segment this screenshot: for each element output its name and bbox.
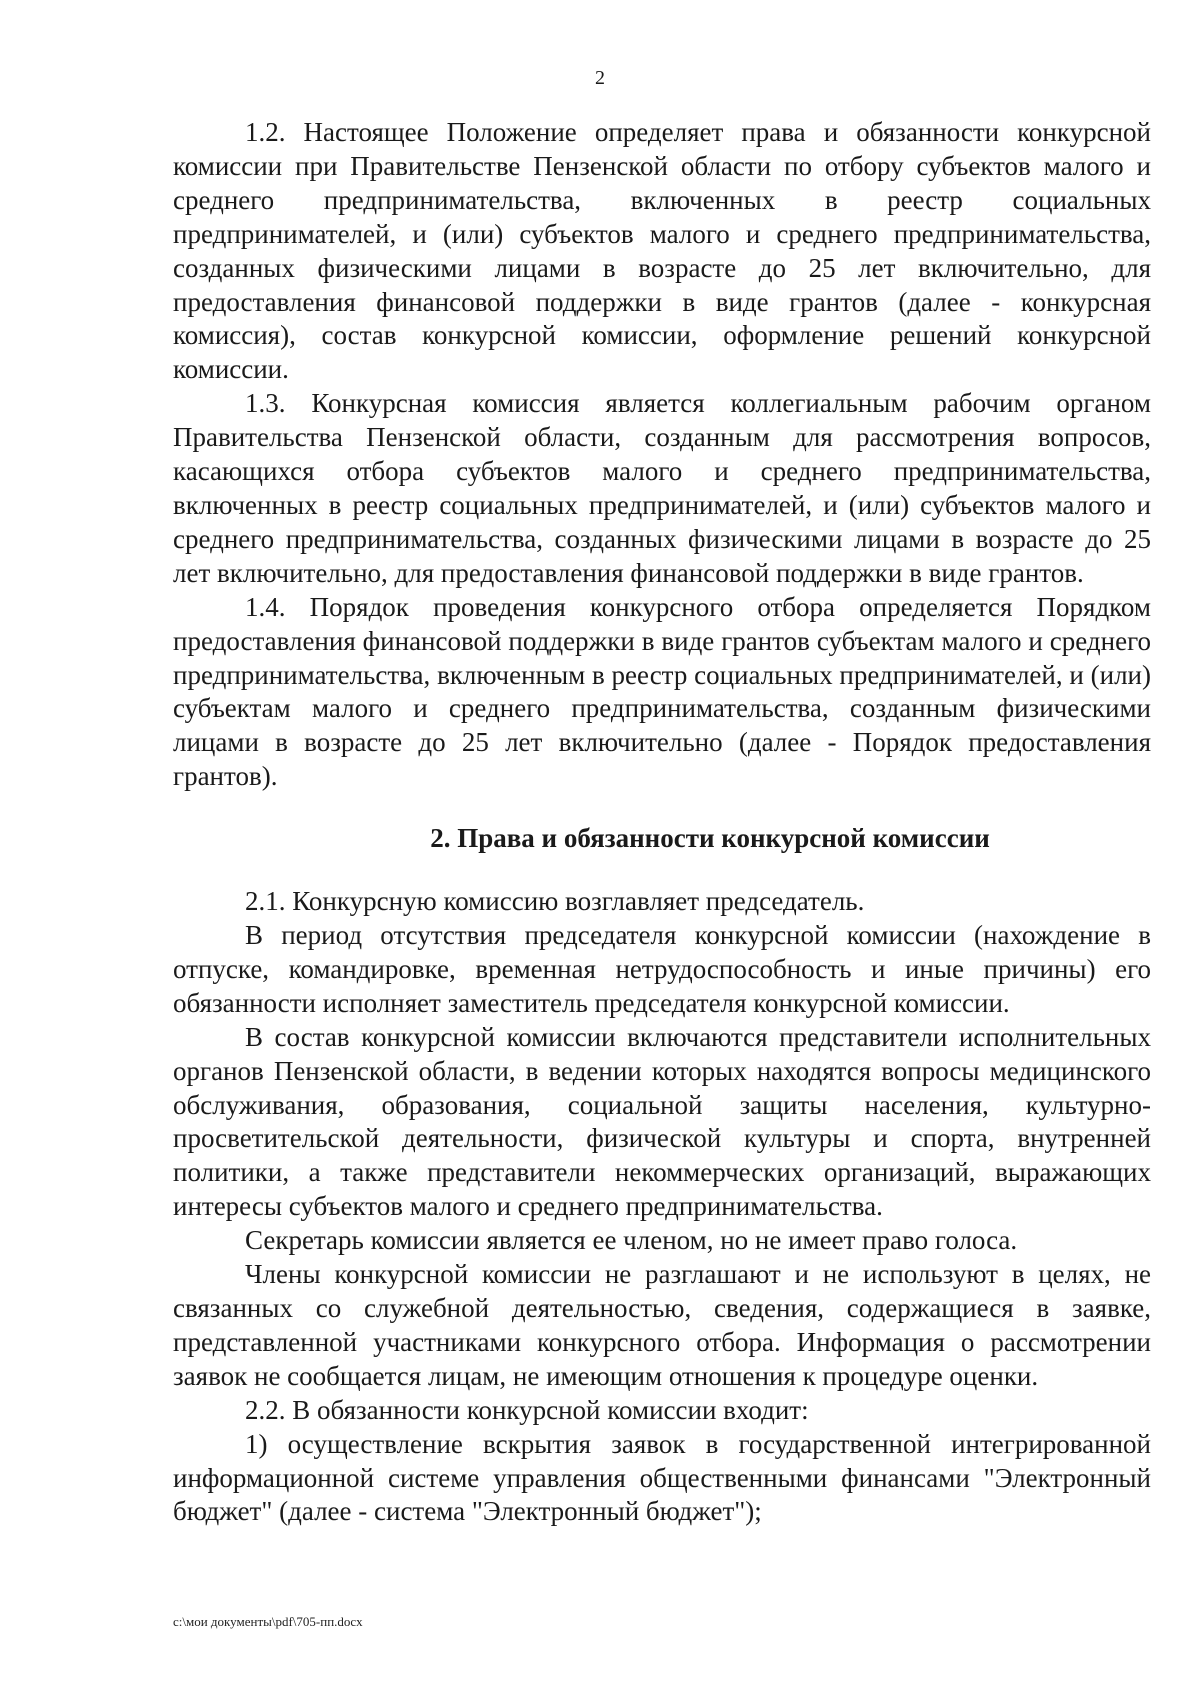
paragraph-2-2: 2.2. В обязанности конкурсной комиссии входит: [245, 1394, 809, 1425]
paragraph-2-1-secretary: Секретарь комиссии является ее членом, но не имеет право голоса. [245, 1225, 1018, 1256]
paragraph-2-1-composition: В состав конкурсной комиссии включаются представители исполнительных органов Пензенской области, в ведении которых находятся вопросы медицинского обслуживания, образования, социальной защиты населения, культурно-просветительской деятельности, физической культуры и спорта, внутренней политики, а также представители некоммерческих организаций, выражающих интересы субъектов малого и среднего предпринимательства. [173, 1021, 1151, 1222]
paragraph-2-1-deputy: В период отсутствия председателя конкурсной комиссии (нахождение в отпуске, командировке, временная нетрудоспособность и иные причины) его обязанности исполняет заместитель председателя конкурсной комиссии. [173, 920, 1151, 1018]
section-2-heading: 2. Права и обязанности конкурсной комиссии [430, 823, 990, 854]
document-body [173, 116, 1151, 1529]
footer-file-path: c:\мои документы\pdf\705-пп.docx [173, 1614, 363, 1629]
paragraph-1-2: 1.2. Настоящее Положение определяет права и обязанности конкурсной комиссии при Правительстве Пензенской области по отбору субъектов малого и среднего предпринимательства, включенных в реестр социальных предпринимателей, и (или) субъектов малого и среднего предпринимательства, созданных физическими лицами в возрасте до 25 лет включительно, для предоставления финансовой поддержки в виде грантов (далее - конкурсная комиссия), состав конкурсной комиссии, оформление решений конкурсной комиссии. [173, 117, 1151, 385]
paragraph-2-1: 2.1. Конкурсную комиссию возглавляет председатель. [245, 886, 865, 917]
paragraph-2-1-confidentiality: Члены конкурсной комиссии не разглашают и не используют в целях, не связанных со служебной деятельностью, сведения, содержащиеся в заявке, представленной участниками конкурсного отбора. Информация о рассмотрении заявок не сообщается лицам, не имеющим отношения к процедуре оценки. [173, 1259, 1151, 1391]
paragraph-1-4: 1.4. Порядок проведения конкурсного отбора определяется Порядком предоставления финансовой поддержки в виде грантов субъектам малого и среднего предпринимательства, включенным в реестр социальных предпринимателей, и (или) субъектам малого и среднего предпринимательства, созданным физическими лицами в возрасте до 25 лет включительно (далее - Порядок предоставления грантов). [173, 591, 1151, 792]
paragraph-2-2-item-1: 1) осуществление вскрытия заявок в государственной интегрированной информационной системе управления общественными финансами "Электронный бюджет" (далее - система "Электронный бюджет"); [173, 1428, 1151, 1527]
page-number: 2 [595, 67, 605, 89]
paragraph-1-3: 1.3. Конкурсная комиссия является коллегиальным рабочим органом Правительства Пензенской области, созданным для рассмотрения вопросов, касающихся отбора субъектов малого и среднего предпринимательства, включенных в реестр социальных предпринимателей, и (или) субъектов малого и среднего предпринимательства, созданных физическими лицами в возрасте до 25 лет включительно, для предоставления финансовой поддержки в виде грантов. [173, 388, 1151, 588]
